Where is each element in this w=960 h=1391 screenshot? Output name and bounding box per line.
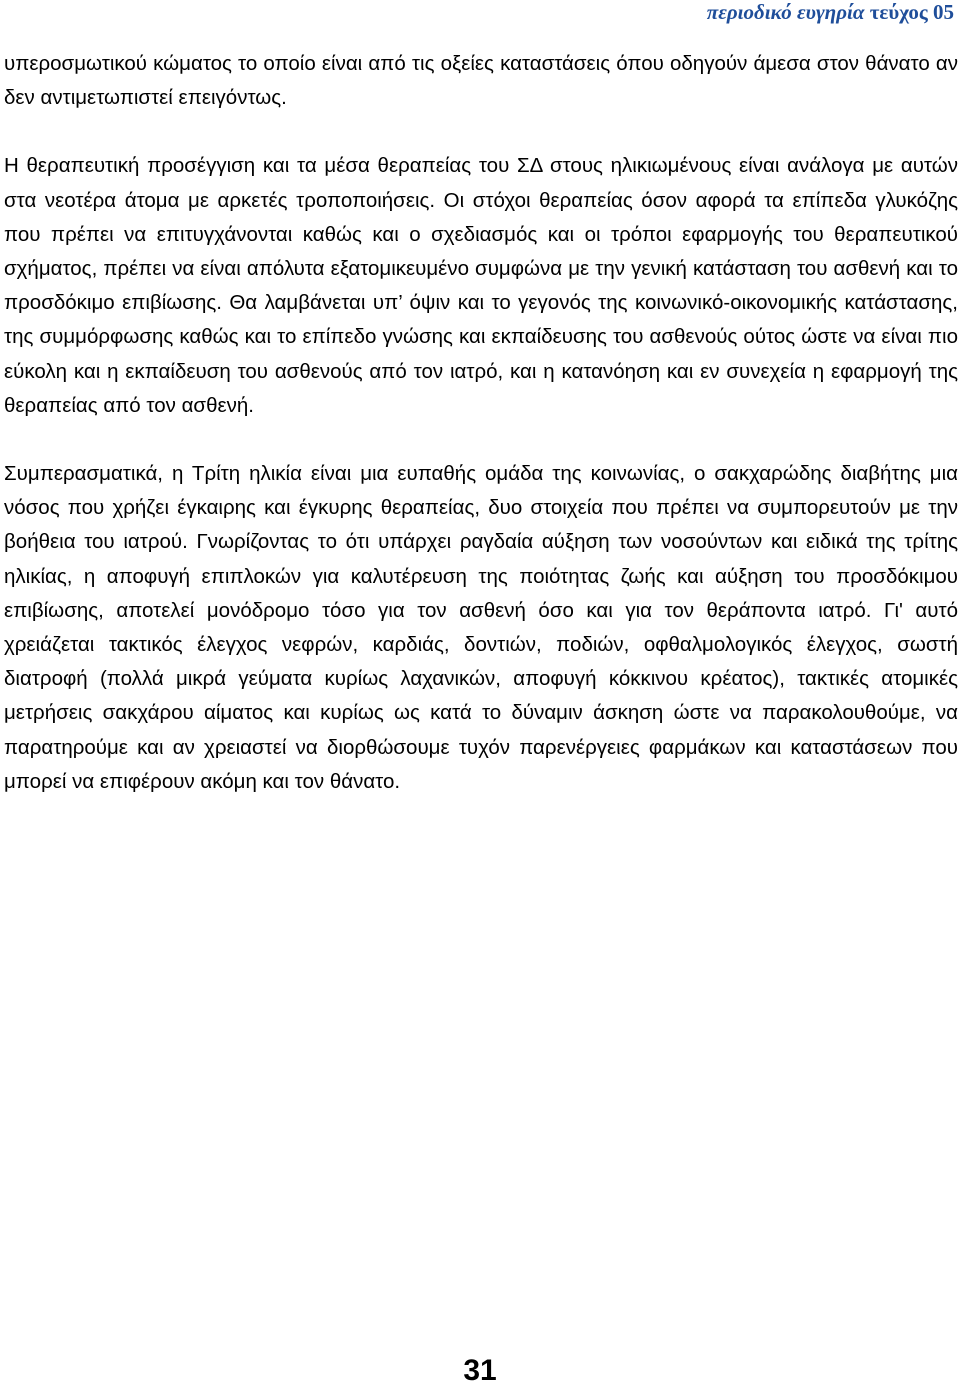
paragraph-conclusion: Συμπερασματικά, η Τρίτη ηλικία είναι μια ευπαθής ομάδα της κοινωνίας, ο σακχαρώδης διαβήτης μια νόσος που χρήζει έγκαιρης και έγκυρης θεραπείας, δυο στοιχεία που πρέπει να συμπορευτούν με την βοήθεια του ιατρού. Γνωρίζοντας το ότι υπάρχει ραγδαία αύξηση των νοσούντων και ειδικά της τρίτης ηλικίας, η αποφυγή επιπλοκών για καλυτέρευση της ποιότητας ζωής και αύξηση του προσδόκιμου επιβίωσης, αποτελεί μονόδρομο τόσο για τον ασθενή όσο και για τον θεράποντα ιατρό. Γι' αυτό χρειάζεται τακτικός έλεγχος νεφρών, καρδιάς, δοντιών, ποδιών, οφθαλμολογικός έλεγχος, σωστή διατροφή (πολλά μικρά γεύματα κυρίως λαχανικών, αποφυγή κόκκινου κρέατος), τακτικές ατομικές μετρήσεις σακχάρου αίματος και κυρίως ως κατά το δύναμιν άσκηση ώστε να παρακολουθούμε, να παρατηρούμε και αν χρειαστεί να διορθώσουμε τυχόν παρενέργειες φαρμάκων και καταστάσεων που μπορεί να επιφέρουν ακόμη και τον θάνατο. [4, 462, 958, 793]
page-number: 31 [463, 1354, 497, 1387]
running-header [707, 0, 954, 24]
paragraph-continuation: υπεροσμωτικού κώματος το οποίο είναι από τις οξείες καταστάσεις όπου οδηγούν άμεσα στον θάνατο αν δεν αντιμετωπιστεί επειγόντως. [4, 52, 958, 110]
issue-label: τεύχος 05 [869, 0, 954, 24]
magazine-name: περιοδικό ευγηρία [706, 0, 865, 24]
article-body [4, 47, 958, 799]
paragraph-treatment-approach: Η θεραπευτική προσέγγιση και τα μέσα θεραπείας του ΣΔ στους ηλικιωμένους είναι ανάλογα με αυτών στα νεοτέρα άτομα με αρκετές τροποποιήσεις. Οι στόχοι θεραπείας όσον αφορά τα επίπεδα γλυκόζης που πρέπει να επιτυγχάνονται καθώς και ο σχεδιασμός και οι τρόποι εφαρμογής του θεραπευτικού σχήματος, πρέπει να είναι απόλυτα εξατομικευμένο συμφώνα με την γενική κατάσταση του ασθενή και το προσδόκιμο επιβίωσης. Θα λαμβάνεται υπ’ όψιν και το γεγονός της κοινωνικό-οικονομικής κατάστασης, της συμμόρφωσης καθώς και το επίπεδο γνώσης και εκπαίδευσης του ασθενούς ούτος ώστε να είναι πιο εύκολη και η εκπαίδευση του ασθενούς από τον ιατρό, και η κατανόηση και εν συνεχεία η εφαρμογή της θεραπείας από τον ασθενή. [4, 154, 958, 417]
